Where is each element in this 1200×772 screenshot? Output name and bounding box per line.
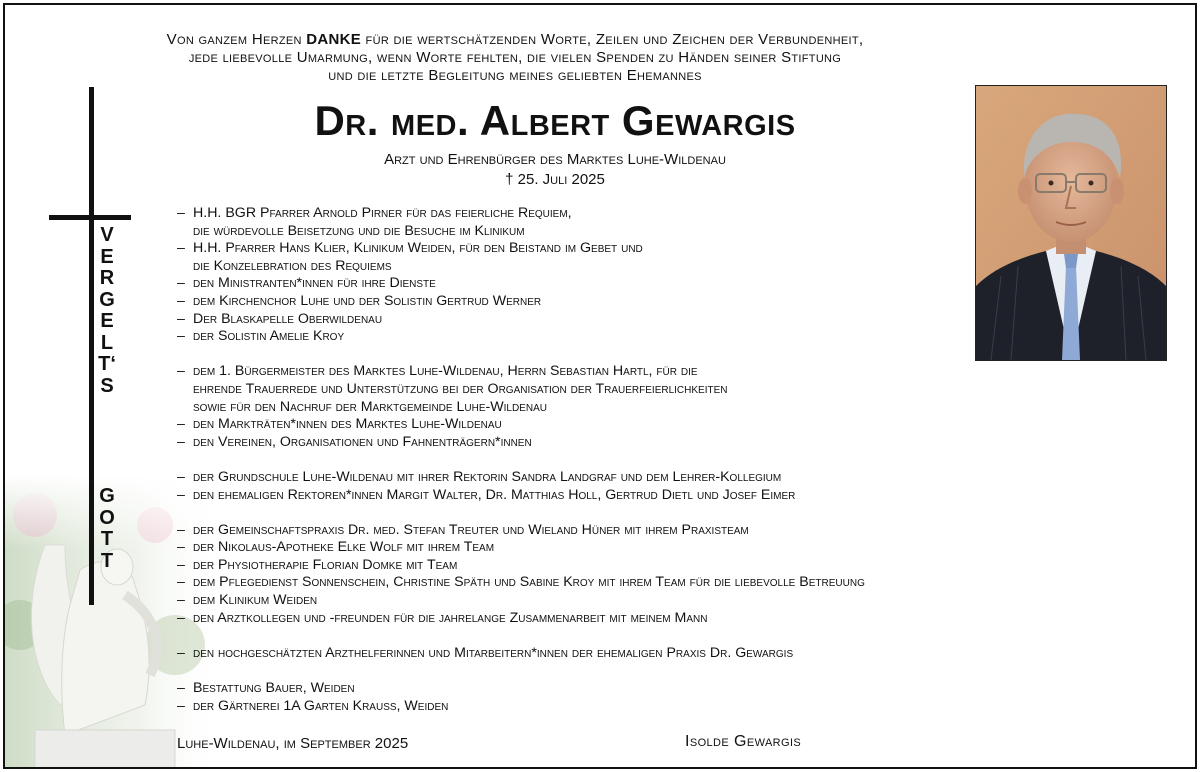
list-dash: – bbox=[177, 609, 185, 626]
thanks-item-line: der Solistin Amelie Kroy bbox=[193, 328, 345, 345]
footer-place-date: Luhe-Wildenau, im September 2025 bbox=[177, 735, 409, 752]
list-dash: – bbox=[177, 521, 185, 538]
intro-line-2: jede liebevolle Umarmung, wenn Worte fehlten, die vielen Spenden zu Händen seiner Stiftung bbox=[188, 49, 842, 66]
thanks-item bbox=[177, 240, 1167, 275]
gott-letter: O bbox=[99, 506, 115, 529]
vergelts-letter: S bbox=[100, 374, 114, 397]
list-dash: – bbox=[177, 328, 185, 345]
thanks-item-line: dem Kirchenchor Luhe und der Solistin Gertrud Werner bbox=[193, 292, 542, 309]
thanks-item bbox=[177, 469, 1167, 487]
thanks-item-text bbox=[193, 328, 1167, 346]
list-dash: – bbox=[177, 468, 185, 485]
list-dash: – bbox=[177, 539, 185, 556]
footer-signature: Isolde Gewargis bbox=[685, 733, 802, 750]
notice-frame bbox=[3, 3, 1197, 769]
thanks-item-line: die Konzelebration des Requiems bbox=[193, 257, 392, 274]
list-dash: – bbox=[177, 644, 185, 661]
list-dash: – bbox=[177, 556, 185, 573]
thanks-item-line: sowie für den Nachruf der Marktgemeinde Luhe-Wildenau bbox=[193, 398, 547, 415]
vergelts-letter: E bbox=[100, 310, 114, 332]
intro-line-1: Von ganzem Herzen DANKE für die wertschätzenden Worte, Zeilen und Zeichen der Verbundenheit, bbox=[166, 31, 864, 48]
thanks-item-line: ehrende Trauerrede und Unterstützung bei der Organisation der Trauerfeierlichkeiten bbox=[193, 380, 728, 397]
vergelts-letter: L bbox=[100, 331, 114, 354]
gott-letter: G bbox=[99, 485, 115, 507]
vergelts-letter: T‘ bbox=[98, 353, 116, 375]
thanks-item-line: den Ministranten*innen für ihre Dienste bbox=[193, 275, 436, 292]
thanks-item-line: den Vereinen, Organisationen und Fahnenträgern*innen bbox=[193, 433, 532, 450]
thanks-group bbox=[177, 645, 1167, 663]
thanks-group bbox=[177, 522, 1167, 628]
thanks-item bbox=[177, 416, 1167, 434]
thanks-item-text bbox=[193, 240, 1167, 275]
thanks-item bbox=[177, 434, 1167, 452]
thanks-item bbox=[177, 574, 1167, 592]
vergelts-vertical-text bbox=[97, 225, 117, 397]
thanks-item-text bbox=[193, 434, 1167, 452]
thanks-item bbox=[177, 205, 1167, 240]
thanks-item-line: Bestattung Bauer, Weiden bbox=[193, 680, 355, 697]
list-dash: – bbox=[177, 310, 185, 327]
thanks-item-text bbox=[193, 592, 1167, 610]
thanks-item-line: dem Pflegedienst Sonnenschein, Christine Späth und Sabine Kroy mit ihrem Team für die liebevolle Betreuung bbox=[193, 574, 865, 591]
thanks-item-text bbox=[193, 680, 1167, 698]
vergelts-letter: R bbox=[99, 267, 115, 289]
thanks-item-text bbox=[193, 311, 1167, 329]
thanks-item-line: den ehemaligen Rektoren*innen Margit Walter, Dr. Matthias Holl, Gertrud Dietl und Josef Eimer bbox=[193, 486, 796, 503]
thanks-item-line: H.H. Pfarrer Hans Klier, Klinikum Weiden, für den Beistand im Gebet und bbox=[193, 240, 643, 257]
thanks-item-text bbox=[193, 610, 1167, 628]
thanks-item-line: der Gärtnerei 1A Garten Krauss, Weiden bbox=[193, 697, 449, 714]
thanks-item-text bbox=[193, 698, 1167, 716]
thanks-item-text bbox=[193, 539, 1167, 557]
thanks-group bbox=[177, 363, 1167, 451]
thanks-item-line: der Physiotherapie Florian Domke mit Team bbox=[193, 556, 458, 573]
thanks-item bbox=[177, 539, 1167, 557]
thanks-item-line: dem Klinikum Weiden bbox=[193, 592, 318, 609]
list-dash: – bbox=[177, 680, 185, 697]
thanks-item-line: der Nikolaus-Apotheke Elke Wolf mit ihrem Team bbox=[193, 539, 495, 556]
thanks-item-line: den hochgeschätzten Arzthelferinnen und Mitarbeitern*innen der ehemaligen Praxis Dr. Gewargis bbox=[193, 644, 794, 661]
cross-vertical-beam bbox=[89, 87, 94, 605]
thanks-item-line: den Arztkollegen und -freunden für die jahrelange Zusammenarbeit mit meinem Mann bbox=[193, 609, 708, 626]
vergelts-letter: G bbox=[99, 288, 115, 311]
thanks-list bbox=[177, 205, 1167, 733]
thanks-item bbox=[177, 311, 1167, 329]
thanks-item bbox=[177, 698, 1167, 716]
thanks-item-text bbox=[193, 293, 1167, 311]
deceased-name: Dr. med. Albert Gewargis bbox=[314, 97, 796, 144]
list-dash: – bbox=[177, 433, 185, 450]
list-dash: – bbox=[177, 275, 185, 292]
thanks-item bbox=[177, 522, 1167, 540]
thanks-item-text bbox=[193, 469, 1167, 487]
thanks-item-line: H.H. BGR Pfarrer Arnold Pirner für das feierliche Requiem, bbox=[193, 205, 572, 221]
thanks-item-text bbox=[193, 416, 1167, 434]
gott-letter: T bbox=[100, 549, 114, 572]
thanks-item-text bbox=[193, 645, 1167, 663]
thanks-item-line: den Markträten*innen des Marktes Luhe-Wildenau bbox=[193, 416, 502, 433]
thanks-word: DANKE bbox=[306, 31, 362, 48]
vergelts-letter: V bbox=[100, 224, 114, 246]
thanks-item-text bbox=[193, 205, 1167, 240]
thanks-item bbox=[177, 645, 1167, 663]
thanks-item bbox=[177, 328, 1167, 346]
thanks-item-text bbox=[193, 557, 1167, 575]
vergelts-letter: E bbox=[100, 245, 114, 268]
thanks-item bbox=[177, 557, 1167, 575]
list-dash: – bbox=[177, 240, 185, 257]
thanks-item-text bbox=[193, 487, 1167, 505]
list-dash: – bbox=[177, 205, 185, 221]
thanks-item bbox=[177, 293, 1167, 311]
thanks-item-text bbox=[193, 522, 1167, 540]
thanks-item bbox=[177, 487, 1167, 505]
list-dash: – bbox=[177, 416, 185, 433]
intro-text bbox=[75, 31, 955, 85]
thanks-item-text bbox=[193, 363, 1167, 416]
list-dash: – bbox=[177, 697, 185, 714]
thanks-item bbox=[177, 592, 1167, 610]
thanks-item bbox=[177, 363, 1167, 416]
list-dash: – bbox=[177, 486, 185, 503]
list-dash: – bbox=[177, 363, 185, 380]
intro-line-3: und die letzte Begleitung meines geliebten Ehemannes bbox=[328, 67, 702, 84]
thanks-group bbox=[177, 205, 1167, 346]
list-dash: – bbox=[177, 592, 185, 609]
thanks-item-line: der Grundschule Luhe-Wildenau mit ihrer Rektorin Sandra Landgraf und dem Lehrer-Kollegium bbox=[193, 468, 782, 485]
thanks-item-text bbox=[193, 574, 1167, 592]
thanks-item bbox=[177, 610, 1167, 628]
gott-vertical-text bbox=[97, 486, 117, 572]
thanks-item-text bbox=[193, 275, 1167, 293]
thanks-item-line: die würdevolle Beisetzung und die Besuche im Klinikum bbox=[193, 222, 525, 239]
deceased-subtitle: Arzt und Ehrenbürger des Marktes Luhe-Wildenau bbox=[384, 151, 726, 168]
list-dash: – bbox=[177, 292, 185, 309]
thanks-item bbox=[177, 680, 1167, 698]
thanks-group bbox=[177, 469, 1167, 504]
thanks-item-line: der Gemeinschaftspraxis Dr. med. Stefan Treuter und Wieland Hüner mit ihrem Praxisteam bbox=[193, 521, 749, 538]
cross-horizontal-beam bbox=[49, 215, 131, 220]
thanks-item-line: Der Blaskapelle Oberwildenau bbox=[193, 310, 383, 327]
list-dash: – bbox=[177, 574, 185, 591]
thanks-item-line: dem 1. Bürgermeister des Marktes Luhe-Wildenau, Herrn Sebastian Hartl, für die bbox=[193, 363, 698, 380]
thanks-group bbox=[177, 680, 1167, 715]
gott-letter: T bbox=[100, 528, 114, 550]
thanks-item bbox=[177, 275, 1167, 293]
death-date: † 25. Juli 2025 bbox=[505, 171, 605, 188]
